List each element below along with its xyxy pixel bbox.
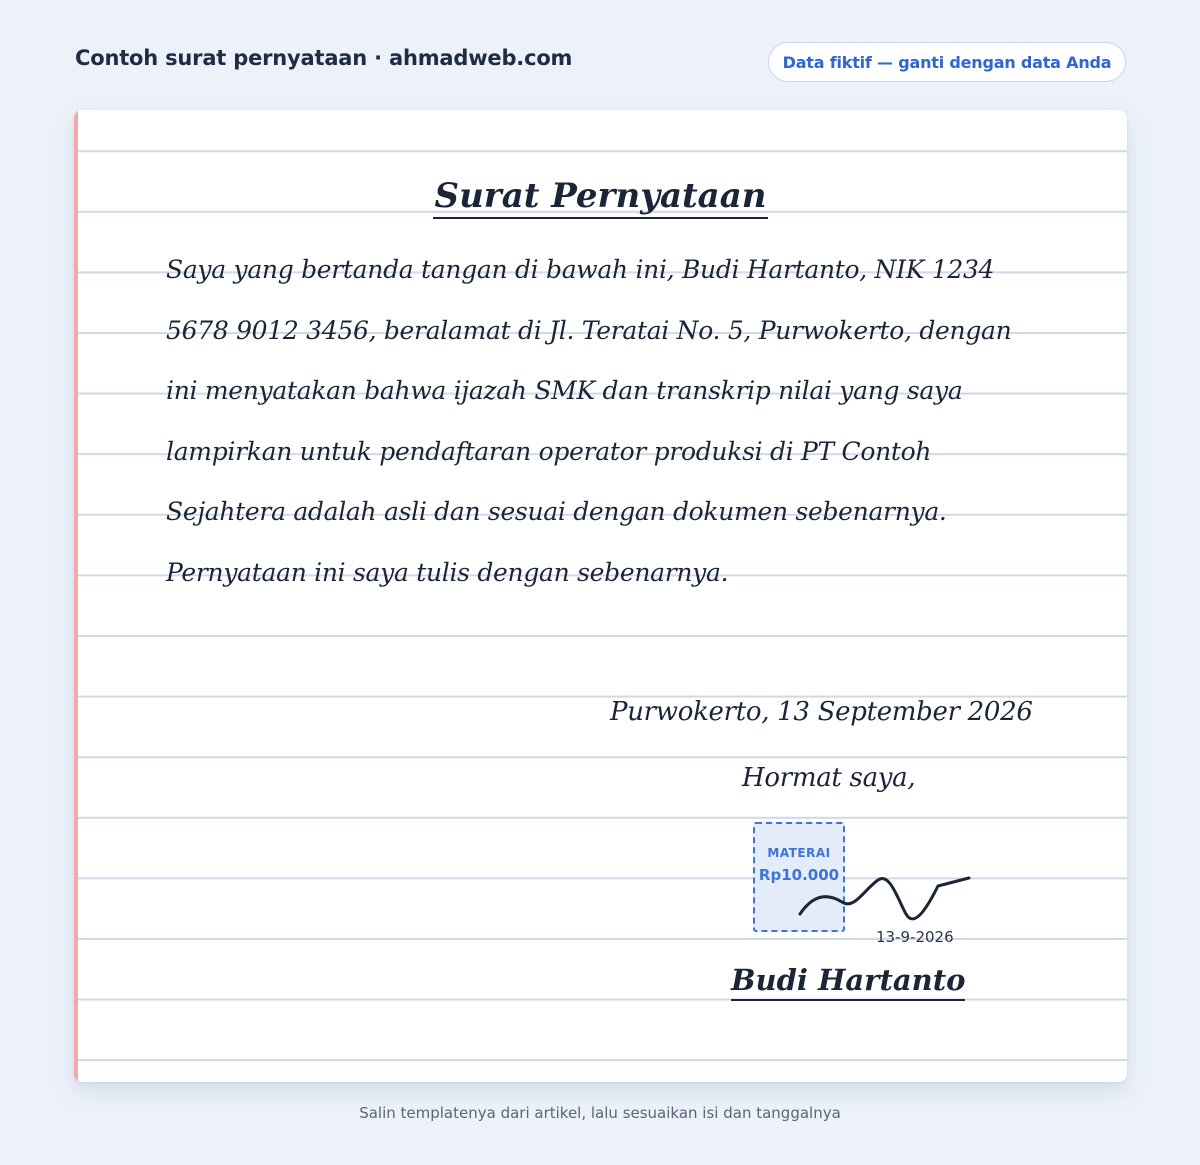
- statement-paragraph: Saya yang bertanda tangan di bawah ini, Budi Hartanto, NIK 1234 5678 9012 3456, beralamat di Jl. Teratai No. 5, Purwokerto, dengan ini menyatakan bahwa ijazah SMK dan transkrip nilai yang saya lampirkan untuk pendaftaran operator produksi di PT Contoh Sejahtera adalah asli dan sesuai dengan dokumen sebenarnya.: [166, 255, 1012, 527]
- stamp-date: 13-9-2026: [876, 928, 954, 946]
- page-title: Contoh surat pernyataan · ahmadweb.com: [75, 46, 573, 70]
- footer-note: Salin templatenya dari artikel, lalu sesuaikan isi dan tanggalnya: [359, 1104, 841, 1122]
- letter-title-text: Surat Pernyataan: [433, 176, 769, 219]
- place-and-date: Purwokerto, 13 September 2026: [610, 697, 1033, 727]
- dummy-data-badge: Data fiktif — ganti dengan data Anda: [768, 42, 1126, 82]
- closing-paragraph: Pernyataan ini saya tulis dengan sebenarnya.: [166, 557, 729, 587]
- signer-name: [731, 956, 965, 1004]
- stamp-value: Rp10.000: [758, 866, 840, 884]
- closing-salutation: Hormat saya,: [742, 763, 916, 793]
- letter-body: [166, 240, 1046, 604]
- stamp-label: MATERAI: [767, 846, 831, 860]
- letter-title: [74, 176, 1127, 216]
- letter-paper: [74, 110, 1127, 1082]
- signer-name-text: Budi Hartanto: [731, 963, 965, 1001]
- paper-margin-line: [74, 110, 78, 1082]
